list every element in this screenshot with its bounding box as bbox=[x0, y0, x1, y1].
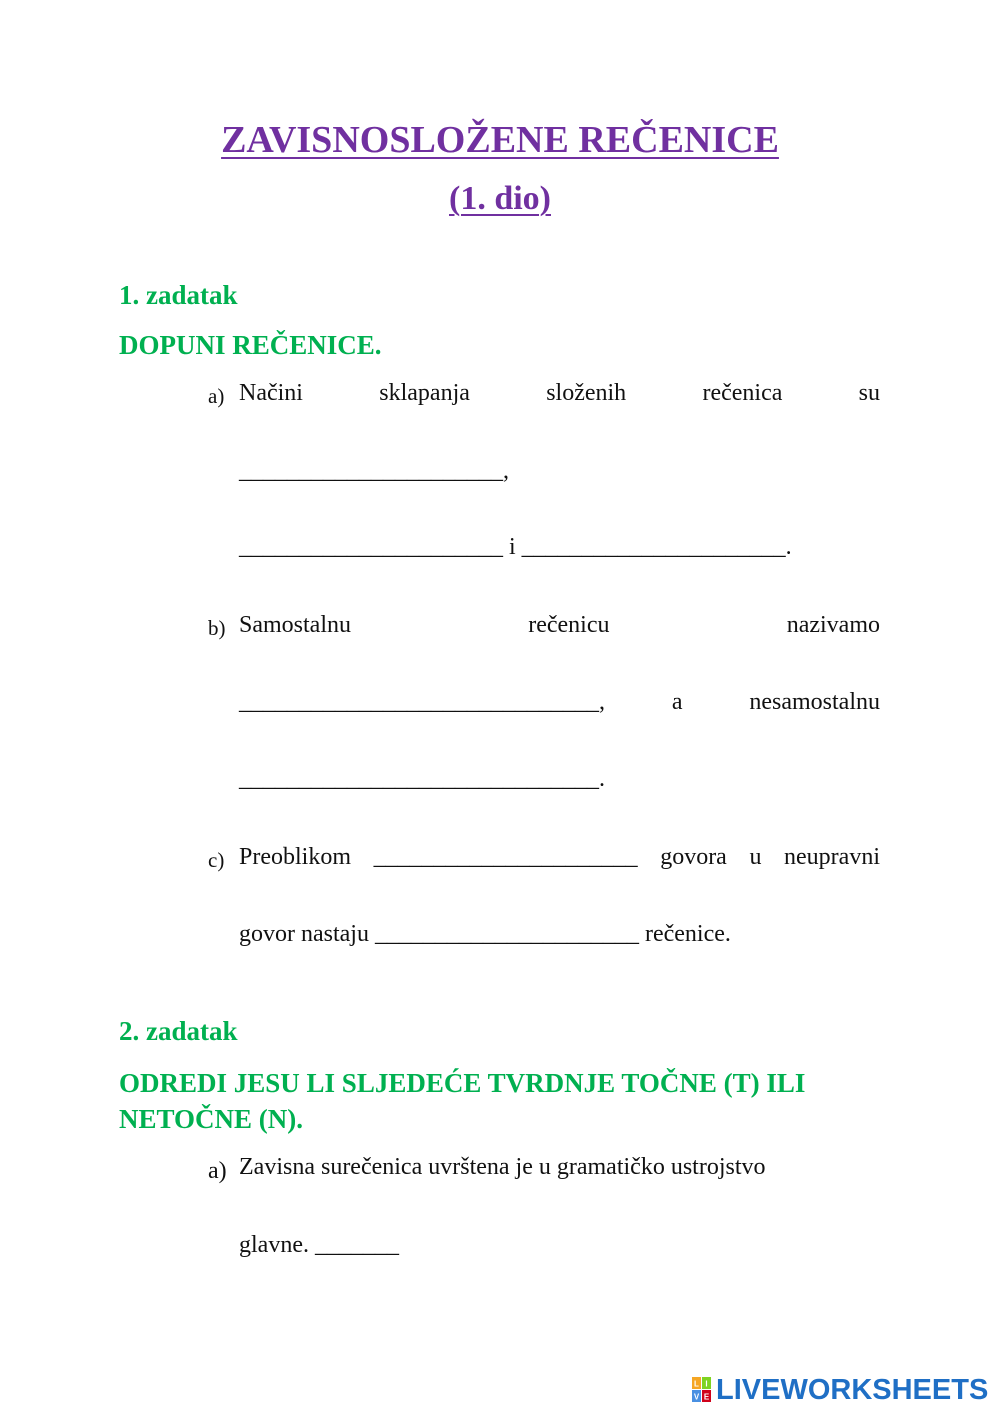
word: složenih bbox=[546, 380, 627, 406]
word: su bbox=[858, 380, 880, 406]
logo-letter: L bbox=[694, 1379, 699, 1389]
sentence-text: govor nastaju bbox=[239, 921, 375, 947]
task2-instruction: ODREDI JESU LI SLJEDEĆE TVRDNJE TOČNE (T) ILI NETOČNE (N). bbox=[119, 1068, 806, 1134]
task2-label: 2. zadatak bbox=[119, 1016, 238, 1046]
fill-blank[interactable]: ______________________ bbox=[373, 844, 638, 870]
task1-label: 1. zadatak bbox=[119, 280, 238, 310]
word: Preoblikom bbox=[239, 844, 351, 870]
item-c-line1 bbox=[239, 844, 880, 871]
item-c-marker: c) bbox=[208, 848, 225, 872]
liveworksheets-logo bbox=[692, 1374, 988, 1406]
fill-blank[interactable]: ______________________, bbox=[239, 458, 509, 484]
logo-letter: E bbox=[703, 1392, 710, 1402]
page-title: ZAVISNOSLOŽENE REČENICE bbox=[221, 119, 779, 161]
word: nesamostalnu bbox=[749, 689, 880, 715]
word: rečenicu bbox=[528, 612, 610, 638]
fill-blank[interactable]: ______________________________. bbox=[239, 766, 605, 792]
word: Samostalnu bbox=[239, 612, 351, 638]
logo-text: LIVEWORKSHEETS bbox=[716, 1373, 989, 1406]
item-c-line2 bbox=[239, 921, 731, 948]
word: Načini bbox=[239, 380, 303, 406]
item-a-marker: a) bbox=[208, 384, 225, 408]
word: a bbox=[671, 689, 683, 715]
word: u bbox=[749, 844, 762, 870]
logo-letter: I bbox=[705, 1379, 708, 1389]
sentence-text: glavne. bbox=[239, 1232, 315, 1258]
fill-blank[interactable]: ______________________ bbox=[374, 921, 639, 947]
fill-blank[interactable]: ______________________ bbox=[239, 534, 503, 560]
fill-blank[interactable]: ______________________. bbox=[521, 534, 792, 560]
word: nazivamo bbox=[786, 612, 880, 638]
word: govora bbox=[660, 844, 727, 870]
logo-letter: V bbox=[693, 1392, 700, 1402]
word: sklapanja bbox=[379, 380, 470, 406]
word: neupravni bbox=[784, 844, 880, 870]
item-b-marker: b) bbox=[208, 616, 226, 640]
task2-item-a-line1: Zavisna surečenica uvrštena je u gramatičko ustrojstvo bbox=[239, 1154, 766, 1180]
word: rečenica bbox=[702, 380, 783, 406]
task2-item-a-line2 bbox=[239, 1232, 399, 1259]
conjunction-text: i bbox=[503, 534, 522, 560]
fill-blank[interactable]: ______________________________, bbox=[239, 689, 605, 715]
sentence-text: rečenice. bbox=[638, 921, 731, 947]
item-b-line2 bbox=[239, 689, 880, 716]
item-a-line1 bbox=[239, 380, 880, 407]
item-a-line3 bbox=[239, 534, 792, 561]
fill-blank[interactable]: _______ bbox=[314, 1232, 399, 1258]
task2-item-a-marker: a) bbox=[208, 1158, 227, 1184]
page-subtitle: (1. dio) bbox=[449, 180, 551, 217]
task1-instruction: DOPUNI REČENICE. bbox=[119, 330, 382, 360]
liveworksheets-logo-icon bbox=[692, 1377, 712, 1403]
item-b-line1 bbox=[239, 612, 880, 639]
